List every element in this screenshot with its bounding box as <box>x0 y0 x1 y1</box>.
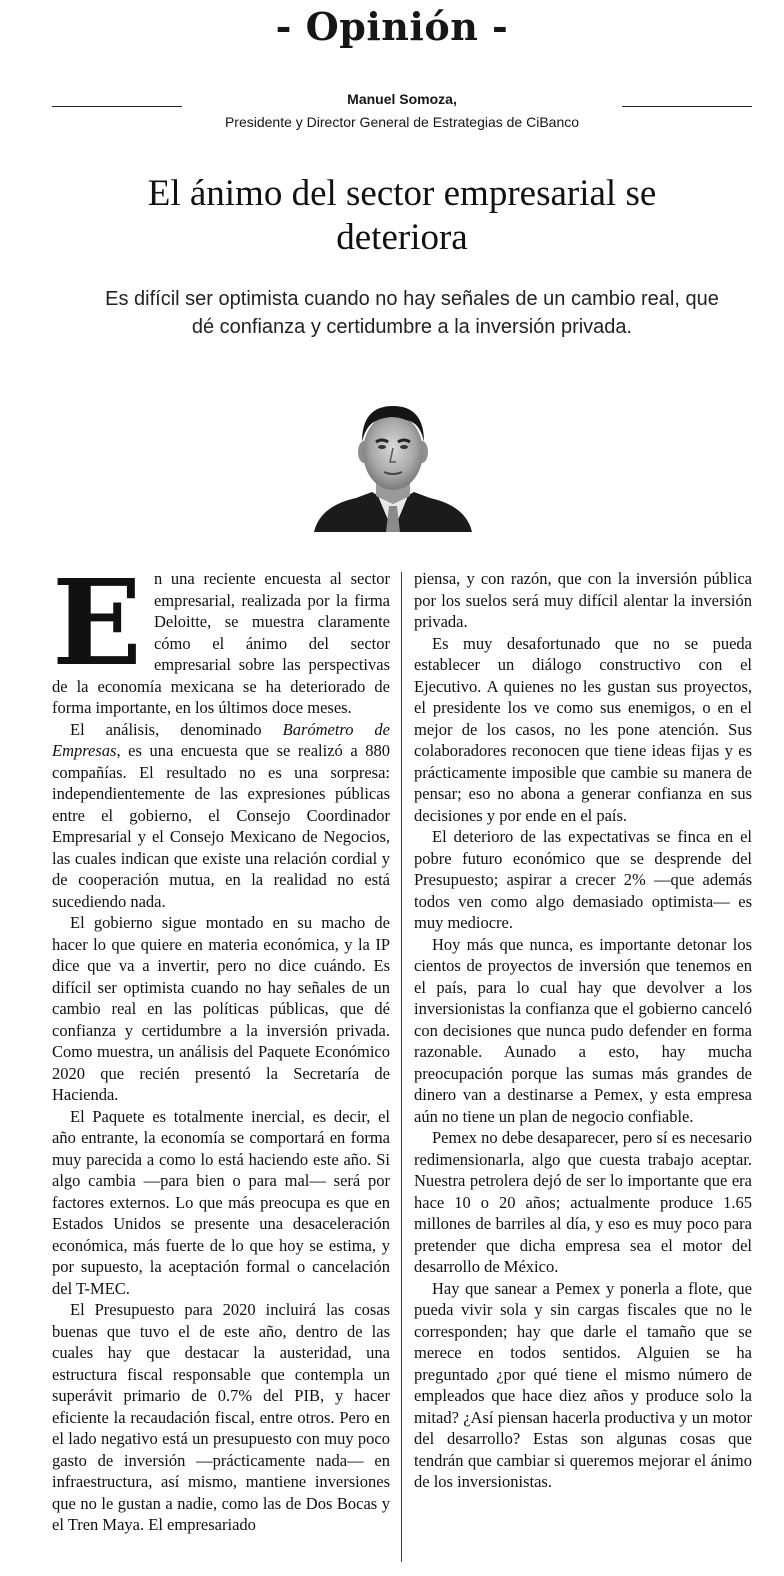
article-column-right <box>414 568 752 1493</box>
article-paragraph: El deterioro de las expectativas se finca en el pobre futuro económico que se desprende del Presupuesto; aspirar a crecer 2% —que además todos ven como algo demasiado optimista— es muy mediocre. <box>414 827 752 932</box>
article-paragraph: Es muy desafortunado que no se pueda establecer un diálogo constructivo con el Ejecutivo. A quienes no les gustan sus proyectos, el presidente los ve como sus enemigos, o en el mejor de los casos, no les pone atención. Sus colaboradores reconocen que tiene ideas fijas y es prácticamente imposible que cambie su manera de pensar; eso no abona a generar confianza en sus decisiones y por ende en el país. <box>414 633 752 825</box>
article-deck: Es difícil ser optimista cuando no hay señales de un cambio real, que dé confianza y certidumbre a la inversión privada. <box>105 288 719 338</box>
article-paragraph: Hay que sanear a Pemex y ponerla a flote, que pueda vivir sola y sin cargas fiscales que no le corresponden; hay que darle el tamaño que se merece en todos sentidos. Alguien se ha preguntado ¿por qué tiene el mismo número de empleados que hace diez años y produce solo la mitad? ¿Así piensan hacerla productiva y un motor del desarrollo? Estas son algunas cosas que tendrán que cambiar si queremos mejorar el ánimo de los inversionistas. <box>414 1278 752 1491</box>
article-paragraph: piensa, y con razón, que con la inversión pública por los suelos será muy difícil alentar la inversión privada. <box>414 569 752 631</box>
article-paragraph: El Presupuesto para 2020 incluirá las cosas buenas que tuvo el de este año, dentro de las cuales hay que destacar la austeridad, una estructura fiscal responsable que contempla un superávit primario de 0.7% del PIB, y hacer eficiente la recaudación fiscal, entre otros. Pero en el lado negativo está un presupuesto con muy poco gasto de inversión —prácticamente nada— en infraestructura, así mismo, mantiene inversiones que no le gustan a nadie, como las de Dos Bocas y el Tren Maya. El empresariado <box>52 1300 390 1534</box>
author-portrait <box>312 400 474 532</box>
article-paragraph: Hoy más que nunca, es importante detonar los cientos de proyectos de inversión que tenemos en el país, para lo cual hay que devolver a los inversionistas la confianza que el gobierno canceló con decisiones que nunca pudo defender en forma razonable. Aunado a esto, hay mucha preocupación porque las sumas más grandes de dinero van a destinarse a Pemex, y esta empresa aún no tiene un plan de negocio confiable. <box>414 934 752 1126</box>
article-paragraph: Pemex no debe desaparecer, pero sí es necesario redimensionarla, algo que cuesta trabajo aceptar. Nuestra petrolera dejó de ser lo importante que era hace 10 o 20 años; actualmente produce 1.65 millones de barriles al día, y eso es muy poco para pretender que dicha empresa sea el motor del desarrollo de México. <box>414 1128 752 1276</box>
article-paragraph: En una reciente encuesta al sector empresarial, realizada por la firma Deloitte, se muestra claramente cómo el ánimo del sector empresarial sobre las perspectivas de la economía mexicana se ha deteriorado de forma importante, en los últimos doce meses. <box>52 553 390 717</box>
article-paragraph: El Paquete es totalmente inercial, es decir, el año entrante, la economía se comportará en forma muy parecida a como lo está haciendo este año. Si algo cambia —para bien o para mal— será por factores externos. Lo que más preocupa es que en Estados Unidos se presente una desaceleración económica, más fuerte de lo que hoy se estima, y por supuesto, la aceptación formal o cancelación del T-MEC. <box>52 1106 390 1298</box>
section-title: - Opinión - <box>275 4 509 49</box>
article-headline: El ánimo del sector empresarial se deteriora <box>147 173 657 258</box>
author-role: Presidente y Director General de Estrategias de CiBanco <box>224 114 580 130</box>
article-paragraph: El análisis, denominado Barómetro de Empresas, es una encuesta que se realizó a 880 compañías. El resultado no es una sorpresa: independientemente de las expresiones públicas entre el gobierno, el Consejo Coordinador Empresarial y el Consejo Mexicano de Negocios, las cuales indican que existe una relación cordial y de cooperación mutua, en la realidad no está sucediendo nada. <box>52 719 390 911</box>
column-divider <box>401 572 402 1562</box>
drop-cap: E <box>52 553 142 692</box>
article-paragraph: El gobierno sigue montado en su macho de hacer lo que quiere en materia económica, y la IP dice que va a invertir, pero no dice cuándo. Es difícil ser optimista cuando no hay señales de un cambio real en las políticas públicas, que dé confianza y certidumbre a la inversión privada. Como muestra, un análisis del Paquete Económico 2020 que recién presentó la Secretaría de Hacienda. <box>52 913 390 1104</box>
survey-name: Barómetro de Empresas <box>52 719 390 760</box>
article-column-left <box>52 553 390 1536</box>
author-name: Manuel Somoza, <box>347 91 457 107</box>
